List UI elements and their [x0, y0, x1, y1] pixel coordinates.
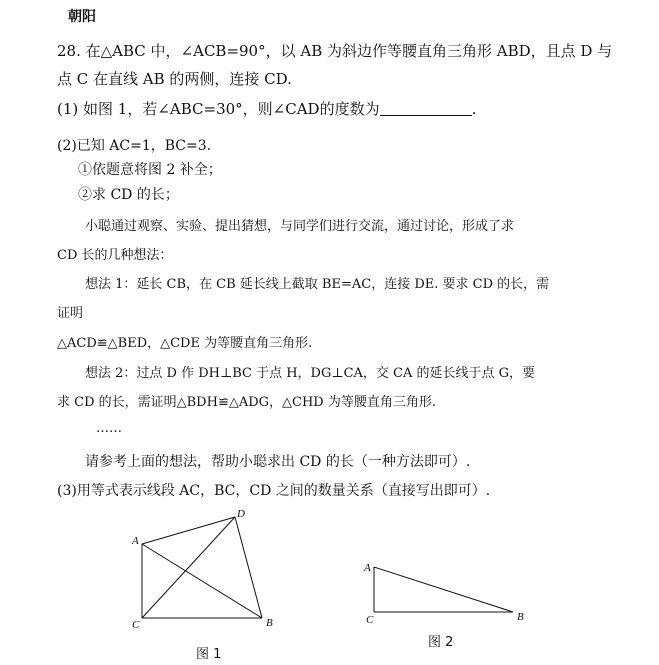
part2-given: (2)已知 AC=1，BC=3. [57, 138, 212, 154]
segment-ad [142, 517, 235, 544]
figure-2-caption: 图 2 [428, 635, 454, 650]
hint-line-1: 小聪通过观察、实验、提出猜想，与同学们进行交流，通过讨论，形成了求 [85, 219, 515, 234]
segment-cd [142, 517, 235, 618]
figure-1-caption: 图 1 [196, 647, 222, 662]
question-intro-line-1: 28. 在△ABC 中，∠ACB=90°，以 AB 为斜边作等腰直角三角形 ABD，且点 D 与 [57, 42, 613, 60]
idea2-line-1: 想法 2：过点 D 作 DH⊥BC 于点 H，DG⊥CA，交 CA 的延长线于点 G，要 [85, 366, 536, 381]
ellipsis: …… [96, 421, 122, 436]
fig1-label-b: B [266, 617, 273, 629]
idea2-line-2: 求 CD 的长，需证明△BDH≌△ADG，△CHD 为等腰直角三角形. [57, 395, 436, 410]
part2-step2: ②求 CD 的长； [78, 187, 179, 203]
fig2-segment-ab [374, 567, 513, 612]
part1-text: (1) 如图 1，若∠ABC=30°，则∠CAD的度数为 [57, 100, 380, 118]
fig2-label-a: A [364, 562, 371, 574]
segment-ab [142, 544, 262, 618]
idea1-line-2: 证明 [57, 306, 84, 321]
fig2-label-b: B [517, 611, 524, 623]
fig2-label-c: C [366, 614, 374, 626]
question-intro-line-2: 点 C 在直线 AB 的两侧，连接 CD. [57, 70, 292, 88]
part3-question: (3)用等式表示线段 AC，BC，CD 之间的数量关系（直接写出即可）. [57, 483, 491, 499]
fig1-label-c: C [132, 619, 140, 631]
part1-end: . [471, 100, 477, 118]
segment-db [235, 517, 262, 618]
idea1-line-1: 想法 1：延长 CB，在 CB 延长线上截取 BE=AC，连接 DE. 要求 CD 的长，需 [85, 277, 550, 292]
part2-request: 请参考上面的想法，帮助小聪求出 CD 的长（一种方法即可）. [85, 454, 471, 470]
region-label: 朝阳 [68, 9, 96, 25]
part2-step1: ①依题意将图 2 补全； [78, 162, 222, 178]
hint-line-2: CD 长的几种想法： [57, 248, 173, 263]
fig1-label-a: A [132, 535, 139, 547]
idea1-line-3: △ACD≌△BED，△CDE 为等腰直角三角形. [57, 336, 313, 351]
fig1-label-d: D [237, 508, 245, 520]
